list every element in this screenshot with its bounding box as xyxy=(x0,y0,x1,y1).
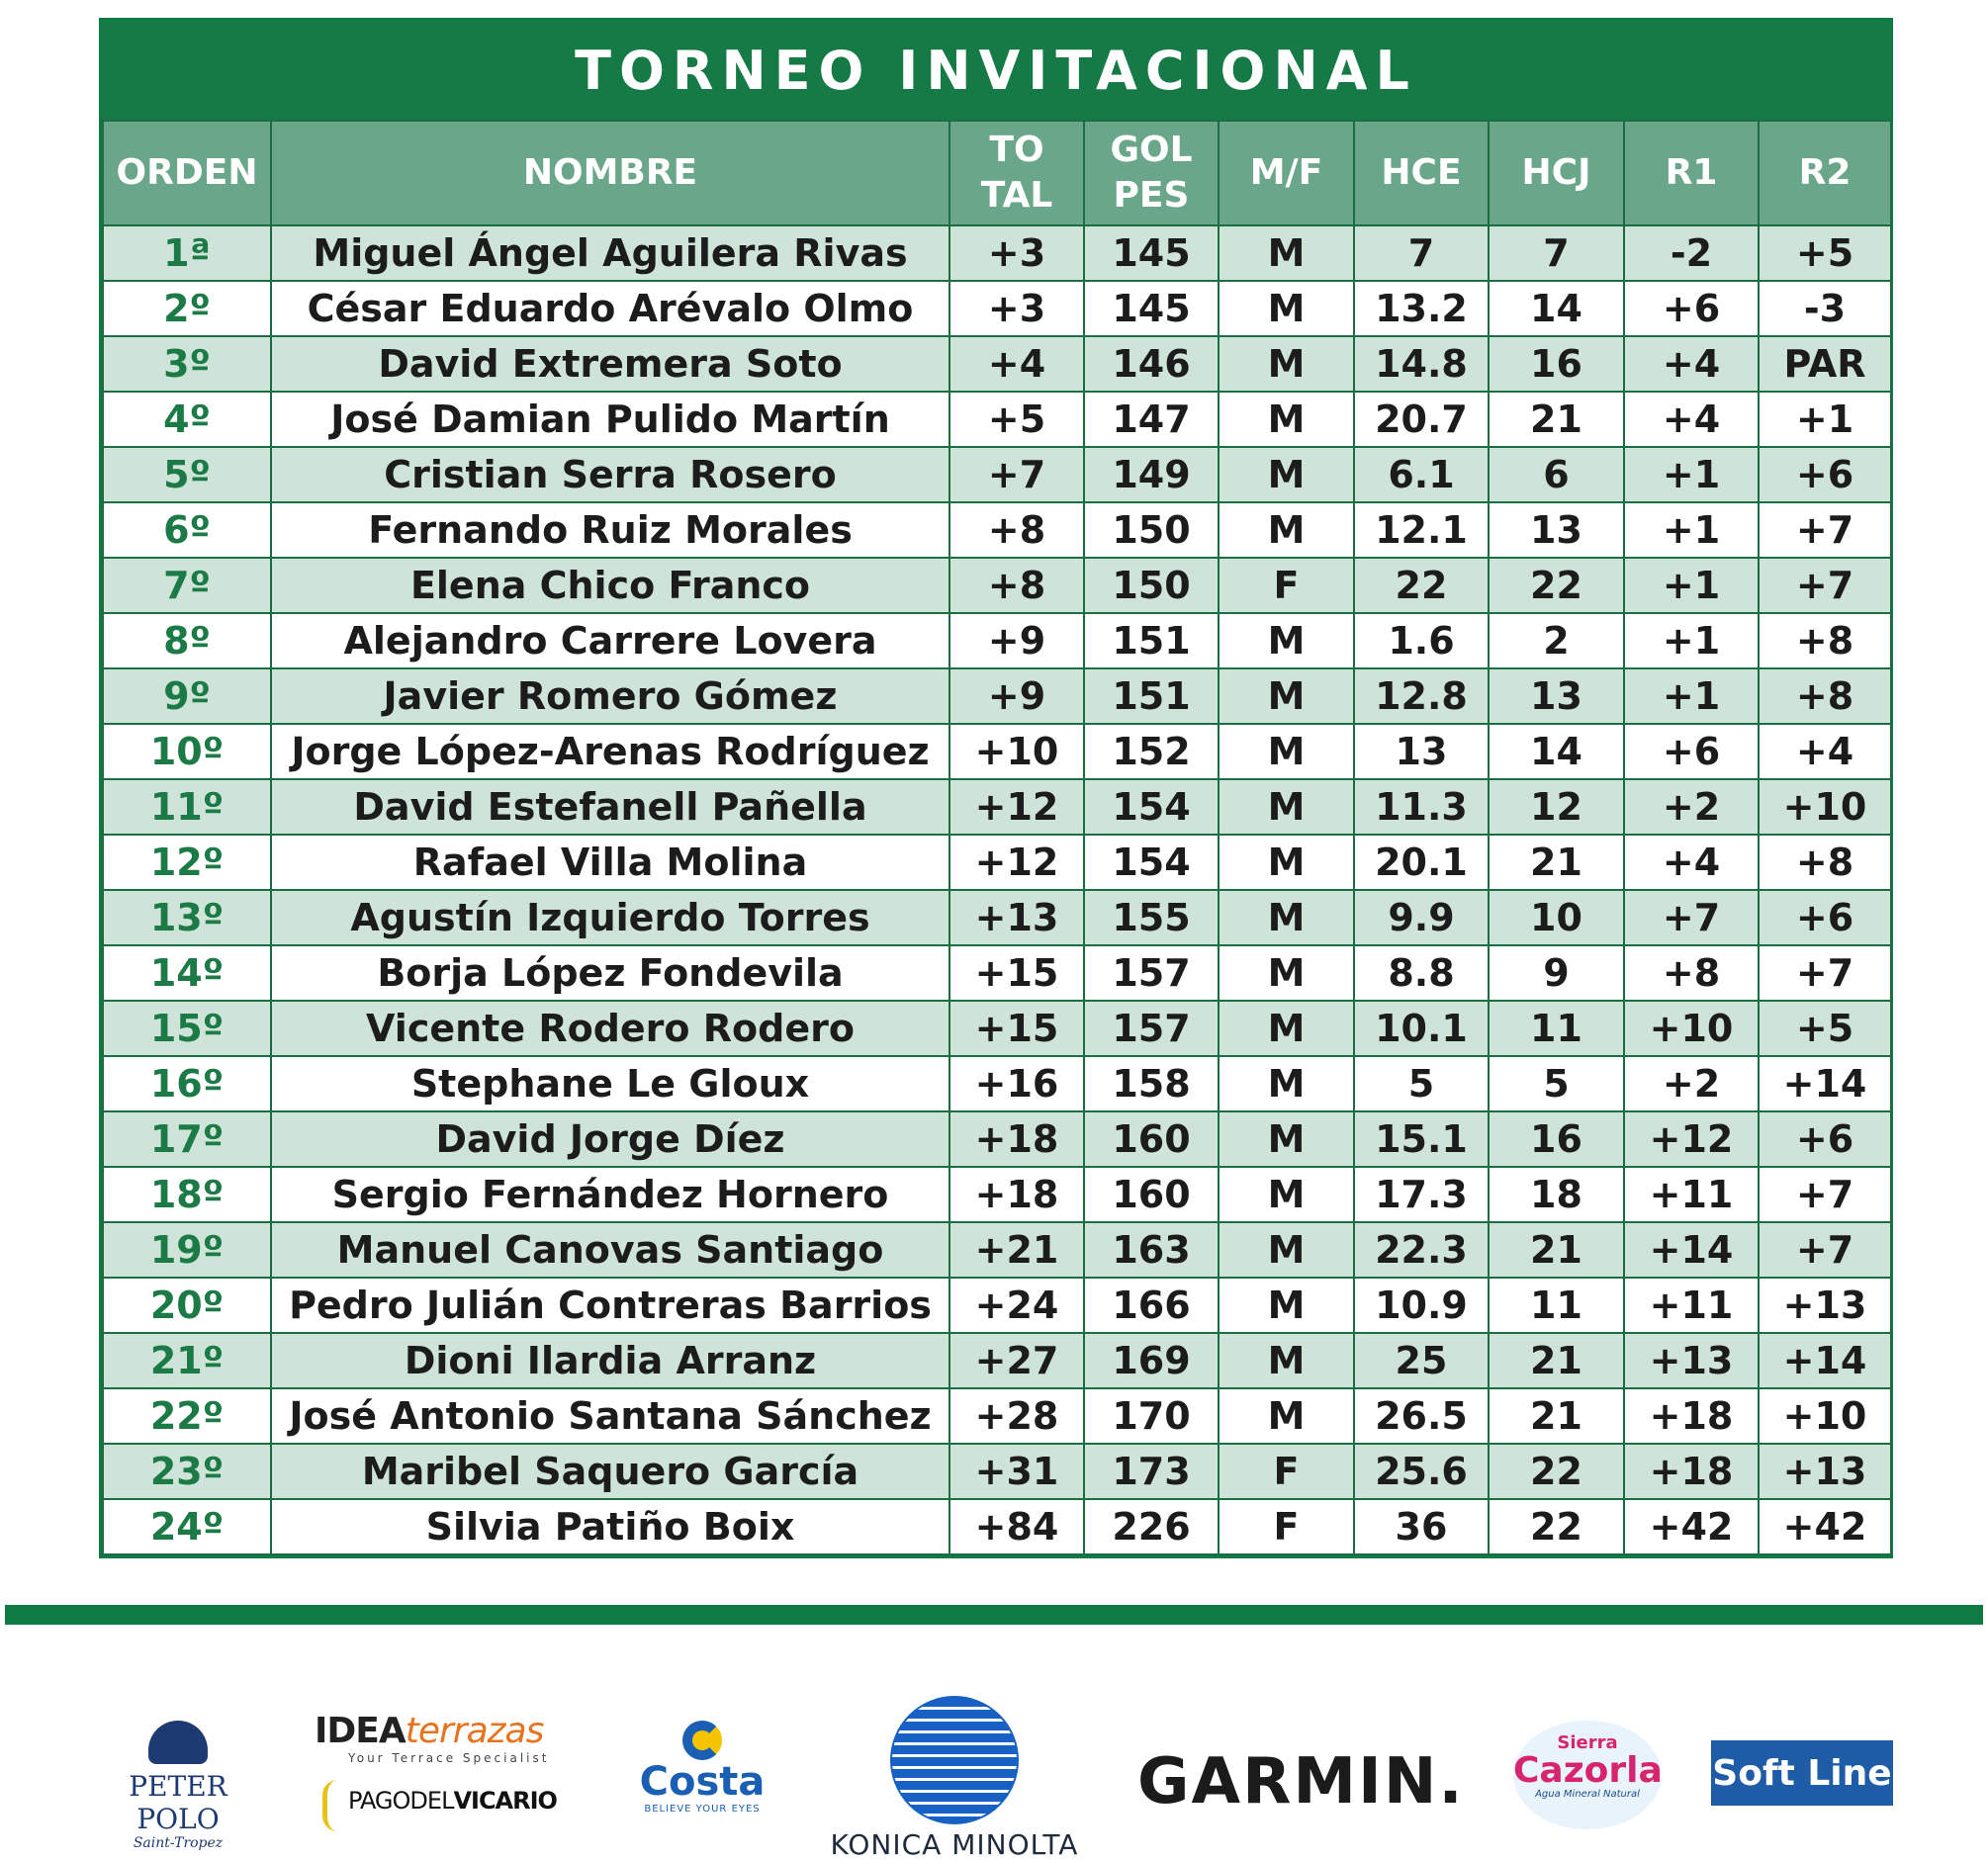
cell-r1: +12 xyxy=(1624,1111,1759,1167)
cell-r2: +8 xyxy=(1759,835,1891,890)
cell-r2: -3 xyxy=(1759,281,1891,336)
header-nombre: NOMBRE xyxy=(271,121,949,225)
cell-orden: 19º xyxy=(103,1222,271,1278)
cell-nombre: José Antonio Santana Sánchez xyxy=(271,1388,949,1444)
cell-r1: +2 xyxy=(1624,779,1759,835)
cell-golpes: 154 xyxy=(1084,835,1219,890)
cell-golpes: 169 xyxy=(1084,1333,1219,1388)
cell-nombre: Alejandro Carrere Lovera xyxy=(271,613,949,668)
konica-name: KONICA MINOLTA xyxy=(830,1828,1079,1861)
cell-nombre: Jorge López-Arenas Rodríguez xyxy=(271,724,949,779)
tournament-title: TORNEO INVITACIONAL xyxy=(102,21,1890,120)
cell-r2: +6 xyxy=(1759,890,1891,945)
cell-total: +18 xyxy=(949,1167,1084,1222)
cell-r2: +13 xyxy=(1759,1444,1891,1499)
header-golpes-line1: GOL xyxy=(1110,130,1193,170)
header-mf: M/F xyxy=(1219,121,1354,225)
cell-r2: +7 xyxy=(1759,945,1891,1001)
cell-orden: 20º xyxy=(103,1278,271,1333)
cell-hcj: 2 xyxy=(1489,613,1624,668)
cell-orden: 17º xyxy=(103,1111,271,1167)
cell-hce: 12.1 xyxy=(1354,502,1489,558)
cell-r1: +4 xyxy=(1624,336,1759,392)
cell-nombre: Sergio Fernández Hornero xyxy=(271,1167,949,1222)
cell-nombre: David Estefanell Pañella xyxy=(271,779,949,835)
cell-r2: +7 xyxy=(1759,558,1891,613)
cell-nombre: Miguel Ángel Aguilera Rivas xyxy=(271,225,949,281)
cell-golpes: 226 xyxy=(1084,1499,1219,1554)
table-row xyxy=(103,558,1891,613)
cell-r1: +11 xyxy=(1624,1278,1759,1333)
cell-r1: +7 xyxy=(1624,890,1759,945)
table-row xyxy=(103,225,1891,281)
cell-total: +8 xyxy=(949,502,1084,558)
costa-sub: BELIEVE YOUR EYES xyxy=(644,1804,761,1815)
cell-golpes: 150 xyxy=(1084,558,1219,613)
sponsor-strip xyxy=(0,1681,1988,1861)
cell-orden: 15º xyxy=(103,1001,271,1056)
globe-icon xyxy=(890,1696,1019,1824)
cell-golpes: 166 xyxy=(1084,1278,1219,1333)
cell-total: +15 xyxy=(949,945,1084,1001)
cell-golpes: 157 xyxy=(1084,945,1219,1001)
cell-r2: +7 xyxy=(1759,1222,1891,1278)
sierra-cazorla-logo xyxy=(1513,1721,1662,1829)
garmin-logo: GARMIN. xyxy=(1137,1745,1465,1818)
cell-mf: M xyxy=(1219,447,1354,502)
table-row xyxy=(103,724,1891,779)
cell-total: +8 xyxy=(949,558,1084,613)
cazorla-sub: Agua Mineral Natural xyxy=(1535,1789,1640,1800)
table-row xyxy=(103,502,1891,558)
cell-nombre: Agustín Izquierdo Torres xyxy=(271,890,949,945)
cell-hcj: 22 xyxy=(1489,1444,1624,1499)
cell-nombre: Vicente Rodero Rodero xyxy=(271,1001,949,1056)
table-row xyxy=(103,1499,1891,1554)
cell-r1: +6 xyxy=(1624,724,1759,779)
peter-polo-logo xyxy=(99,1721,257,1851)
cell-golpes: 163 xyxy=(1084,1222,1219,1278)
cell-total: +24 xyxy=(949,1278,1084,1333)
cell-r1: +14 xyxy=(1624,1222,1759,1278)
costa-c-icon xyxy=(682,1721,722,1760)
header-total-line2: TAL xyxy=(980,175,1053,216)
table-row xyxy=(103,281,1891,336)
cell-hce: 5 xyxy=(1354,1056,1489,1111)
cell-golpes: 149 xyxy=(1084,447,1219,502)
cell-hcj: 12 xyxy=(1489,779,1624,835)
cell-orden: 5º xyxy=(103,447,271,502)
cell-r2: +7 xyxy=(1759,502,1891,558)
cell-hcj: 18 xyxy=(1489,1167,1624,1222)
cell-mf: M xyxy=(1219,1167,1354,1222)
cell-orden: 8º xyxy=(103,613,271,668)
cell-nombre: Manuel Canovas Santiago xyxy=(271,1222,949,1278)
cell-nombre: Borja López Fondevila xyxy=(271,945,949,1001)
cell-mf: M xyxy=(1219,613,1354,668)
cell-nombre: Javier Romero Gómez xyxy=(271,668,949,724)
cell-hcj: 13 xyxy=(1489,668,1624,724)
cell-hce: 15.1 xyxy=(1354,1111,1489,1167)
cell-orden: 1ª xyxy=(103,225,271,281)
cell-mf: M xyxy=(1219,1001,1354,1056)
cell-mf: M xyxy=(1219,281,1354,336)
cell-mf: M xyxy=(1219,890,1354,945)
cell-mf: F xyxy=(1219,1444,1354,1499)
cell-golpes: 152 xyxy=(1084,724,1219,779)
header-hcj: HCJ xyxy=(1489,121,1624,225)
cell-hce: 10.1 xyxy=(1354,1001,1489,1056)
cell-mf: M xyxy=(1219,336,1354,392)
cell-hce: 7 xyxy=(1354,225,1489,281)
header-orden: ORDEN xyxy=(103,121,271,225)
cell-hcj: 21 xyxy=(1489,835,1624,890)
cell-r2: +13 xyxy=(1759,1278,1891,1333)
cell-r2: +4 xyxy=(1759,724,1891,779)
table-row xyxy=(103,447,1891,502)
cell-nombre: Cristian Serra Rosero xyxy=(271,447,949,502)
cell-mf: M xyxy=(1219,1333,1354,1388)
costa-logo xyxy=(638,1721,767,1839)
header-total-line1: TO xyxy=(989,130,1044,170)
cell-r2: +5 xyxy=(1759,225,1891,281)
cell-r1: +1 xyxy=(1624,447,1759,502)
table-row xyxy=(103,1111,1891,1167)
cell-hcj: 16 xyxy=(1489,1111,1624,1167)
cell-r1: +42 xyxy=(1624,1499,1759,1554)
cell-hce: 13.2 xyxy=(1354,281,1489,336)
results-body xyxy=(103,225,1891,1554)
cell-hcj: 10 xyxy=(1489,890,1624,945)
cell-hce: 26.5 xyxy=(1354,1388,1489,1444)
cell-total: +3 xyxy=(949,225,1084,281)
cell-r1: +1 xyxy=(1624,613,1759,668)
pago-part1: PAGODEL xyxy=(348,1787,454,1815)
cell-golpes: 160 xyxy=(1084,1167,1219,1222)
cell-nombre: José Damian Pulido Martín xyxy=(271,392,949,447)
cell-r2: +10 xyxy=(1759,1388,1891,1444)
table-row xyxy=(103,1333,1891,1388)
cell-mf: M xyxy=(1219,945,1354,1001)
cell-hce: 11.3 xyxy=(1354,779,1489,835)
cell-r2: +8 xyxy=(1759,613,1891,668)
divider-bar xyxy=(5,1605,1983,1625)
cell-hcj: 14 xyxy=(1489,724,1624,779)
idea-tagline: Your Terrace Specialist xyxy=(348,1751,550,1765)
cell-orden: 21º xyxy=(103,1333,271,1388)
table-row xyxy=(103,945,1891,1001)
cell-hcj: 16 xyxy=(1489,336,1624,392)
cell-total: +9 xyxy=(949,613,1084,668)
cell-hcj: 5 xyxy=(1489,1056,1624,1111)
cell-hce: 1.6 xyxy=(1354,613,1489,668)
header-total xyxy=(949,121,1084,225)
cell-hcj: 11 xyxy=(1489,1001,1624,1056)
cell-mf: M xyxy=(1219,724,1354,779)
cell-r1: +8 xyxy=(1624,945,1759,1001)
cell-hce: 6.1 xyxy=(1354,447,1489,502)
table-row xyxy=(103,668,1891,724)
cell-golpes: 151 xyxy=(1084,613,1219,668)
cell-r1: +11 xyxy=(1624,1167,1759,1222)
cell-hcj: 11 xyxy=(1489,1278,1624,1333)
cell-golpes: 173 xyxy=(1084,1444,1219,1499)
table-row xyxy=(103,392,1891,447)
cell-mf: M xyxy=(1219,1111,1354,1167)
cell-golpes: 151 xyxy=(1084,668,1219,724)
cell-r1: +1 xyxy=(1624,502,1759,558)
cell-mf: M xyxy=(1219,835,1354,890)
cell-total: +4 xyxy=(949,336,1084,392)
cell-total: +21 xyxy=(949,1222,1084,1278)
cell-hce: 14.8 xyxy=(1354,336,1489,392)
cell-nombre: David Extremera Soto xyxy=(271,336,949,392)
cell-total: +27 xyxy=(949,1333,1084,1388)
cell-hcj: 22 xyxy=(1489,558,1624,613)
cell-golpes: 145 xyxy=(1084,281,1219,336)
cell-hce: 20.1 xyxy=(1354,835,1489,890)
cell-golpes: 170 xyxy=(1084,1388,1219,1444)
cell-nombre: David Jorge Díez xyxy=(271,1111,949,1167)
cell-r1: +1 xyxy=(1624,668,1759,724)
cell-r1: +2 xyxy=(1624,1056,1759,1111)
cell-r1: +10 xyxy=(1624,1001,1759,1056)
table-row xyxy=(103,613,1891,668)
cell-golpes: 145 xyxy=(1084,225,1219,281)
table-row xyxy=(103,779,1891,835)
cell-mf: M xyxy=(1219,1222,1354,1278)
cell-r2: +6 xyxy=(1759,1111,1891,1167)
leaderboard xyxy=(99,18,1893,1558)
cell-mf: M xyxy=(1219,779,1354,835)
table-row xyxy=(103,1001,1891,1056)
cell-r2: +42 xyxy=(1759,1499,1891,1554)
cell-orden: 22º xyxy=(103,1388,271,1444)
cell-hce: 36 xyxy=(1354,1499,1489,1554)
cell-mf: M xyxy=(1219,1388,1354,1444)
idea-brand-accent: terrazas xyxy=(405,1711,544,1751)
cell-orden: 3º xyxy=(103,336,271,392)
table-row xyxy=(103,1056,1891,1111)
table-row xyxy=(103,1444,1891,1499)
cell-r2: +6 xyxy=(1759,447,1891,502)
cell-mf: M xyxy=(1219,225,1354,281)
cell-golpes: 147 xyxy=(1084,392,1219,447)
cell-mf: M xyxy=(1219,668,1354,724)
cell-orden: 18º xyxy=(103,1167,271,1222)
cell-total: +5 xyxy=(949,392,1084,447)
cell-nombre: Fernando Ruiz Morales xyxy=(271,502,949,558)
cell-orden: 12º xyxy=(103,835,271,890)
konica-minolta-logo xyxy=(821,1696,1088,1861)
cell-hce: 22.3 xyxy=(1354,1222,1489,1278)
table-row xyxy=(103,1167,1891,1222)
cell-hce: 17.3 xyxy=(1354,1167,1489,1222)
cell-total: +18 xyxy=(949,1111,1084,1167)
cell-hcj: 22 xyxy=(1489,1499,1624,1554)
cell-total: +31 xyxy=(949,1444,1084,1499)
cell-hce: 25 xyxy=(1354,1333,1489,1388)
cell-hce: 20.7 xyxy=(1354,392,1489,447)
cell-hcj: 6 xyxy=(1489,447,1624,502)
cell-golpes: 150 xyxy=(1084,502,1219,558)
cell-mf: F xyxy=(1219,1499,1354,1554)
header-golpes xyxy=(1084,121,1219,225)
cell-nombre: Silvia Patiño Boix xyxy=(271,1499,949,1554)
pago-del-vicario-logo xyxy=(348,1787,572,1815)
cell-orden: 13º xyxy=(103,890,271,945)
idea-terrazas-logo xyxy=(315,1711,572,1849)
cell-total: +13 xyxy=(949,890,1084,945)
cell-hcj: 21 xyxy=(1489,1388,1624,1444)
cazorla-name: Cazorla xyxy=(1513,1750,1663,1791)
cell-total: +12 xyxy=(949,835,1084,890)
cell-hce: 8.8 xyxy=(1354,945,1489,1001)
cell-r1: -2 xyxy=(1624,225,1759,281)
cell-total: +16 xyxy=(949,1056,1084,1111)
cell-r2: +5 xyxy=(1759,1001,1891,1056)
cell-total: +10 xyxy=(949,724,1084,779)
table-row xyxy=(103,1222,1891,1278)
cell-r2: +14 xyxy=(1759,1056,1891,1111)
cell-r2: +14 xyxy=(1759,1333,1891,1388)
results-table xyxy=(102,120,1892,1555)
cell-r1: +1 xyxy=(1624,558,1759,613)
header-row xyxy=(103,121,1891,225)
idea-brand-main: IDEA xyxy=(315,1711,406,1751)
header-r2: R2 xyxy=(1759,121,1891,225)
cell-r1: +13 xyxy=(1624,1333,1759,1388)
cell-orden: 9º xyxy=(103,668,271,724)
cell-golpes: 146 xyxy=(1084,336,1219,392)
cell-nombre: Pedro Julián Contreras Barrios xyxy=(271,1278,949,1333)
cell-total: +84 xyxy=(949,1499,1084,1554)
cell-golpes: 160 xyxy=(1084,1111,1219,1167)
table-row xyxy=(103,336,1891,392)
header-hce: HCE xyxy=(1354,121,1489,225)
cell-nombre: Elena Chico Franco xyxy=(271,558,949,613)
cell-orden: 14º xyxy=(103,945,271,1001)
table-row xyxy=(103,890,1891,945)
softline-logo: Soft Line xyxy=(1711,1740,1893,1806)
cell-mf: M xyxy=(1219,392,1354,447)
table-row xyxy=(103,835,1891,890)
cell-orden: 2º xyxy=(103,281,271,336)
peter-polo-name: PETER POLO xyxy=(129,1770,227,1835)
cell-r2: +8 xyxy=(1759,668,1891,724)
cell-nombre: Stephane Le Gloux xyxy=(271,1056,949,1111)
cazorla-top: Sierra xyxy=(1557,1732,1618,1753)
cell-total: +3 xyxy=(949,281,1084,336)
cell-mf: F xyxy=(1219,558,1354,613)
cell-r2: +7 xyxy=(1759,1167,1891,1222)
cell-golpes: 158 xyxy=(1084,1056,1219,1111)
cell-total: +9 xyxy=(949,668,1084,724)
cell-r1: +18 xyxy=(1624,1388,1759,1444)
cell-nombre: Maribel Saquero García xyxy=(271,1444,949,1499)
cell-nombre: Dioni Ilardia Arranz xyxy=(271,1333,949,1388)
cell-hce: 13 xyxy=(1354,724,1489,779)
cell-golpes: 155 xyxy=(1084,890,1219,945)
cell-hcj: 21 xyxy=(1489,392,1624,447)
cell-r1: +4 xyxy=(1624,392,1759,447)
cell-golpes: 157 xyxy=(1084,1001,1219,1056)
costa-name: Costa xyxy=(639,1759,766,1805)
cell-r1: +18 xyxy=(1624,1444,1759,1499)
table-row xyxy=(103,1388,1891,1444)
cell-hcj: 9 xyxy=(1489,945,1624,1001)
cell-orden: 4º xyxy=(103,392,271,447)
cell-hce: 9.9 xyxy=(1354,890,1489,945)
cell-mf: M xyxy=(1219,502,1354,558)
cell-hcj: 21 xyxy=(1489,1222,1624,1278)
cell-hce: 22 xyxy=(1354,558,1489,613)
cell-r1: +4 xyxy=(1624,835,1759,890)
cell-r1: +6 xyxy=(1624,281,1759,336)
cell-hcj: 21 xyxy=(1489,1333,1624,1388)
cell-total: +15 xyxy=(949,1001,1084,1056)
cell-orden: 11º xyxy=(103,779,271,835)
cell-mf: M xyxy=(1219,1278,1354,1333)
cell-r2: PAR xyxy=(1759,336,1891,392)
cell-hcj: 7 xyxy=(1489,225,1624,281)
cell-total: +12 xyxy=(949,779,1084,835)
table-row xyxy=(103,1278,1891,1333)
cell-hce: 25.6 xyxy=(1354,1444,1489,1499)
cell-golpes: 154 xyxy=(1084,779,1219,835)
cell-hcj: 14 xyxy=(1489,281,1624,336)
cell-orden: 7º xyxy=(103,558,271,613)
cell-hcj: 13 xyxy=(1489,502,1624,558)
cell-r2: +10 xyxy=(1759,779,1891,835)
cell-orden: 10º xyxy=(103,724,271,779)
cell-hce: 12.8 xyxy=(1354,668,1489,724)
cell-nombre: César Eduardo Arévalo Olmo xyxy=(271,281,949,336)
cell-hce: 10.9 xyxy=(1354,1278,1489,1333)
cell-orden: 6º xyxy=(103,502,271,558)
idea-brand xyxy=(315,1711,572,1751)
cell-total: +28 xyxy=(949,1388,1084,1444)
elephant-icon xyxy=(148,1721,208,1764)
pago-leaf-icon xyxy=(322,1780,353,1831)
cell-total: +7 xyxy=(949,447,1084,502)
header-golpes-line2: PES xyxy=(1113,175,1190,216)
cell-r2: +1 xyxy=(1759,392,1891,447)
cell-nombre: Rafael Villa Molina xyxy=(271,835,949,890)
cell-mf: M xyxy=(1219,1056,1354,1111)
cell-orden: 23º xyxy=(103,1444,271,1499)
cell-orden: 16º xyxy=(103,1056,271,1111)
cell-orden: 24º xyxy=(103,1499,271,1554)
pago-part2: VICARIO xyxy=(453,1787,557,1815)
header-r1: R1 xyxy=(1624,121,1759,225)
peter-polo-sub: Saint-Tropez xyxy=(133,1835,224,1851)
